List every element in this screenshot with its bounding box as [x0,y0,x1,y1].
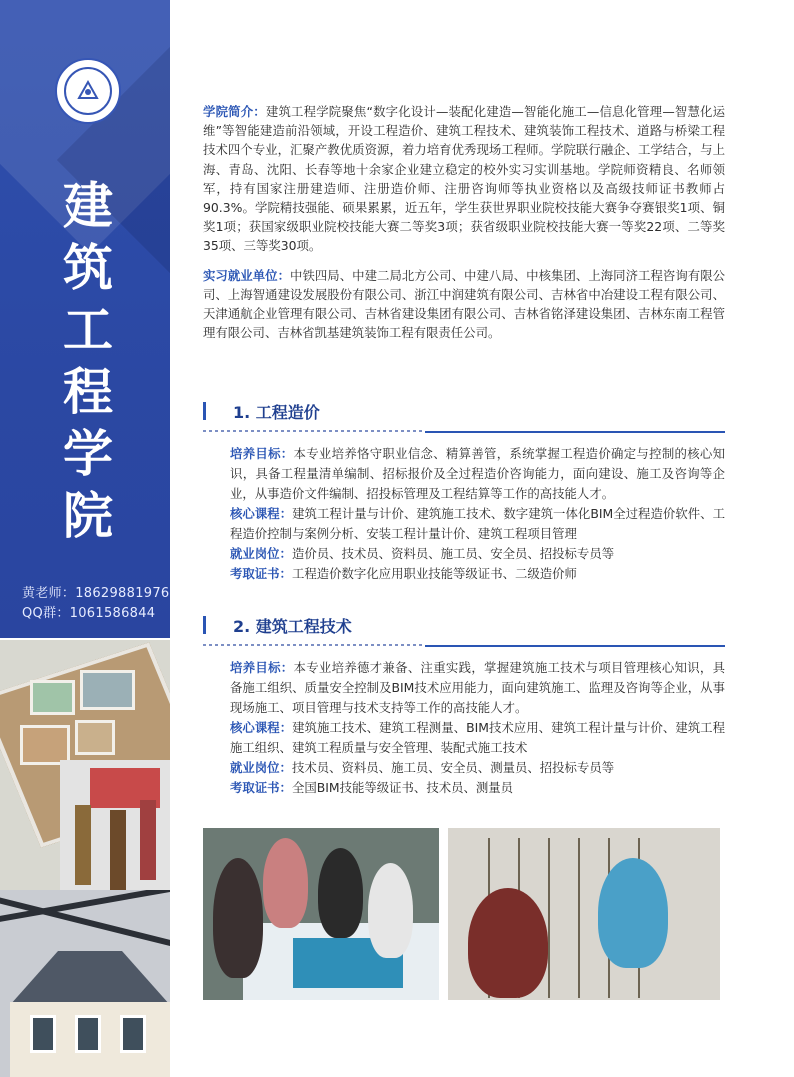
cert-label: 考取证书： [230,566,292,581]
course-text: 建筑施工技术、建筑工程测量、BIM技术应用、建筑工程计量与计价、建筑工程施工组织、建筑工程质量与安全管理、装配式施工技术 [230,720,725,755]
intro-text: 建筑工程学院聚焦“数字化设计—装配化建造—智能化施工—信息化管理—智慧化运维”等智能建造前沿领域，开设工程造价、建筑工程技术、建筑装饰工程技术、道路与桥梁工程技术四个专业，汇聚产教优质资源，着力培育优秀现场工程师。学院联行融企、工学结合，与上海、青岛、沈阳、长春等地十余家企业建立稳定的校外实习实训基地。学院师资精良、名师领军，持有国家注册建造师、注册造价师、注册咨询师等执业资格以及高级技师证书教师占90.3%。学院精技强能、硕果累累，近五年，学生获世界职业院校技能大赛争夺赛银奖1项、铜奖1项；获国家级职业院校技能大赛二等奖3项；获省级职业院校技能大赛一等奖22项、二等奖35项、三等奖30项。 [203,104,726,254]
title-char: 程 [63,362,113,421]
section-body-cost [203,444,725,584]
training-goal [203,658,725,718]
training-goal [203,444,725,504]
section-heading-cost [203,400,723,436]
cert-label: 考取证书： [230,780,292,795]
job-positions [203,544,725,564]
certificates [203,564,725,584]
contact-teacher: 黄老师：18629881976 [22,586,170,601]
core-courses [203,718,725,758]
section-title: 2. 建筑工程技术 [233,617,352,636]
cert-text: 全国BIM技能等级证书、技术员、测量员 [291,780,514,795]
goal-label: 培养目标： [230,660,294,675]
title-char: 学 [63,424,113,483]
course-text: 建筑工程计量与计价、建筑施工技术、数字建筑一体化BIM全过程造价软件、工程造价控制与案例分析、安装工程计量计价、建筑工程项目管理 [230,506,725,541]
employers-intro [203,266,725,343]
title-char: 筑 [63,238,113,297]
college-title [58,175,118,547]
job-text: 造价员、技术员、资料员、施工员、安全员、招投标专员等 [291,546,615,561]
job-positions [203,758,725,778]
job-label: 就业岗位： [230,760,292,775]
students-study-photo [203,828,439,1000]
left-sidebar [0,0,170,1077]
intro-label: 学院简介： [203,104,266,119]
certificates [203,778,725,798]
campus-building-photo [0,890,170,1077]
course-label: 核心课程： [230,720,293,735]
course-label: 核心课程： [230,506,293,521]
title-char: 建 [63,176,113,235]
cert-text: 工程造价数字化应用职业技能等级证书、二级造价师 [291,566,577,581]
goal-text: 本专业培养恪守职业信念、精算善管，系统掌握工程造价确定与控制的核心知识，具备工程量清单编制、招标报价及全过程造价咨询能力，面向建设、施工及咨询等企业，从事造价文件编制、招投标管理及工程结算等工作的高技能人才。 [230,446,726,501]
contact-qq-group: QQ群：1061586844 [22,606,156,621]
school-emblem-icon [55,58,121,124]
employers-label: 实习就业单位： [203,267,291,283]
section-body-construction [203,658,725,798]
job-label: 就业岗位： [230,546,292,561]
intro-block [203,102,725,342]
building-model-photo [0,640,170,890]
college-intro [203,102,725,256]
goal-text: 本专业培养德才兼备、注重实践，掌握建筑施工技术与项目管理核心知识，具备施工组织、质量安全控制及BIM技术应用能力，面向建筑施工、监理及咨询等企业，从事现场施工、项目管理与技术支持等工作的高技能人才。 [230,660,726,715]
title-char: 工 [63,300,113,359]
goal-label: 培养目标： [230,446,294,461]
core-courses [203,504,725,544]
sidebar-blue-panel [0,0,170,638]
title-char: 院 [63,486,113,545]
section-title: 1. 工程造价 [233,403,320,422]
section-heading-construction [203,614,723,650]
employers-text: 中铁四局、中建二局北方公司、中建八局、中核集团、上海同济工程咨询有限公司、上海智通建设发展股份有限公司、浙江中润建筑有限公司、吉林省中冶建设工程有限公司、天津通航企业管理有限公司、吉林省建设集团有限公司、吉林省铭泽建设集团、吉林东南工程管理有限公司、吉林省凯基建筑装饰工程有限责任公司。 [203,267,726,341]
rebar-practice-photo [448,828,720,1000]
job-text: 技术员、资料员、施工员、安全员、测量员、招投标专员等 [291,760,615,775]
